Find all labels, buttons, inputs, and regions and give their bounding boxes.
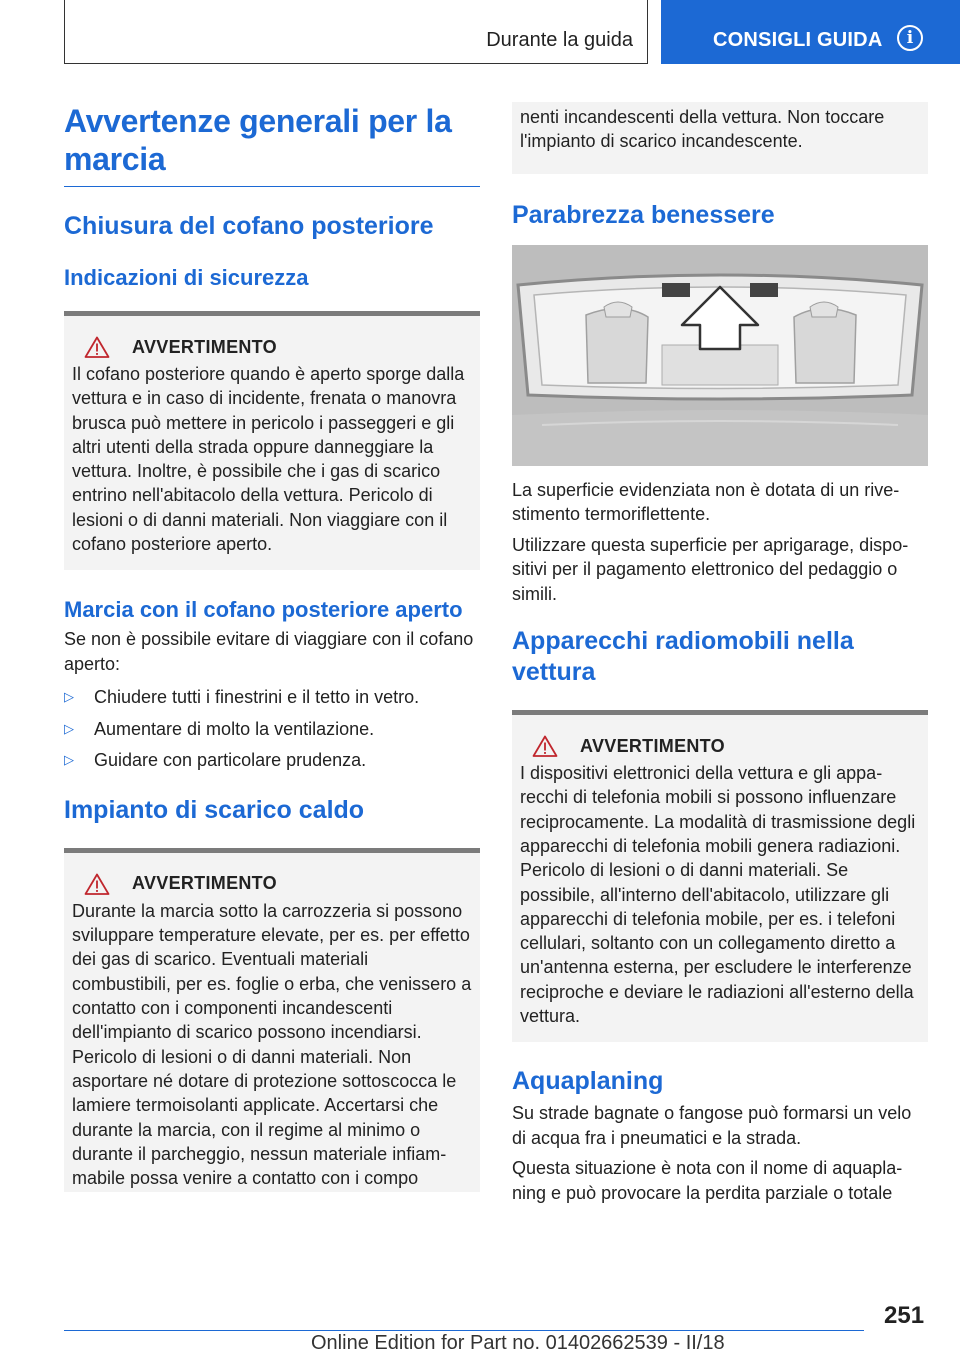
bullet-triangle-icon: ▷ <box>64 752 74 768</box>
warning-box-cofano <box>64 311 480 570</box>
parabrezza-para-1: La superficie evidenziata non è dotata di un rivestimento termoriflettente. <box>512 479 900 525</box>
heading-sicurezza: Indicazioni di sicurezza <box>64 265 309 290</box>
bullet-triangle-icon: ▷ <box>64 689 74 705</box>
warning-box-continued <box>512 102 928 174</box>
bullet-list <box>64 685 480 773</box>
page-title: Avvertenze generali per la marcia <box>64 102 480 187</box>
left-column <box>64 102 480 1192</box>
running-header-section: Durante la guida <box>486 29 633 51</box>
bullet-triangle-icon: ▷ <box>64 720 74 736</box>
warning-triangle-icon <box>84 336 110 358</box>
footer-divider <box>64 1330 864 1331</box>
heading-impianto: Impianto di scarico caldo <box>64 795 365 824</box>
warning-text: Durante la marcia sotto la carrozzeria si possono sviluppare temperature elevate, per es. per effetto dei gas di scarico. Eventuali materiali combustibili, per es. foglie o erba, che venissero a contatto con i componenti incandescenti dell'impianto di scarico possono incendiarsi. Pericolo di lesioni o di danni materiali. Non asportare né dotare di protezione sottoscocca le lamiere termoisolanti applicate. Accertarsi che durante la marcia, con il regime al minimo o durante il parcheggio, nessun materiale infiammabile possa venire a contatto con i compo <box>72 900 472 1189</box>
warning-text-continued: nenti incandescenti della vettura. Non toccare l'impianto di scarico incandescente. <box>520 107 885 152</box>
warning-box-scarico <box>64 848 480 1193</box>
aquaplaning-para-1: Su strade bagnate o fangose può formarsi un velo di acqua fra i pneumatici e la strada. <box>512 1103 912 1148</box>
chapter-tab[interactable] <box>661 0 960 64</box>
chapter-title: CONSIGLI GUIDA <box>713 29 883 51</box>
list-item: ▷ Guidare con particolare prudenza. <box>64 748 480 773</box>
windshield-illustration <box>512 245 928 466</box>
warning-box-radio <box>512 710 928 1042</box>
warning-triangle-icon <box>532 735 558 757</box>
footer-edition: Online Edition for Part no. 01402662539 - II/18 <box>311 1332 725 1354</box>
warning-label: AVVERTIMENTO <box>132 873 277 894</box>
header-section-box <box>64 0 648 64</box>
list-item: ▷ Aumentare di molto la ventilazione. <box>64 717 480 742</box>
right-column <box>512 102 928 1205</box>
heading-parabrezza: Parabrezza benessere <box>512 200 775 229</box>
warning-text: I dispositivi elettronici della vettura e gli apparecchi di telefonia mobili si possono influenzare reciprocamente. La modalità di trasmissione degli apparecchi di telefonia mobili genera radiazioni. Pericolo di lesioni o di danni materiali. Se possibile, all'interno dell'abitacolo, utilizzare gli apparecchi di telefonia mobile, per es. i telefoni cellulari, soltanto con un collegamento diretto a un'antenna esterna, per escludere le interferenze reciproche e deviare le radiazioni all'esterno della vettura. <box>520 763 916 1027</box>
heading-marcia: Marcia con il cofano posteriore aperto <box>64 597 463 623</box>
warning-label: AVVERTIMENTO <box>580 735 725 756</box>
info-icon[interactable]: i <box>897 25 923 51</box>
warning-label: AVVERTIMENTO <box>132 336 277 357</box>
heading-cofano: Chiusura del cofano posteriore <box>64 212 434 240</box>
heading-radiomobili: Apparecchi radiomobili nella vettura <box>512 627 854 687</box>
aquaplaning-para-2: Questa situazione è nota con il nome di aquaplaning e può provocare la perdita parziale o totale <box>512 1158 903 1203</box>
warning-triangle-icon <box>84 873 110 895</box>
warning-text: Il cofano posteriore quando è aperto sporge dalla vettura e in caso di incidente, frenata o manovra brusca può mettere in pericolo i passeggeri e gli altri utenti della strada oppure danneggiare la vettura. Inoltre, è possibile che i gas di scarico entrino nell'abitacolo della vettura. Pericolo di lesioni o di danni materiali. Non viaggiare con il cofano posteriore aperto. <box>72 364 465 555</box>
heading-aquaplaning: Aquaplaning <box>512 1067 664 1096</box>
page-number: 251 <box>884 1302 925 1329</box>
list-item: ▷ Chiudere tutti i finestrini e il tetto in vetro. <box>64 685 480 710</box>
marcia-intro: Se non è possibile evitare di viaggiare con il cofano aperto: <box>64 629 474 674</box>
parabrezza-para-2: Utilizzare questa superficie per aprigarage, dispositivi per il pagamento elettronico del pedaggio o simili. <box>512 534 909 604</box>
